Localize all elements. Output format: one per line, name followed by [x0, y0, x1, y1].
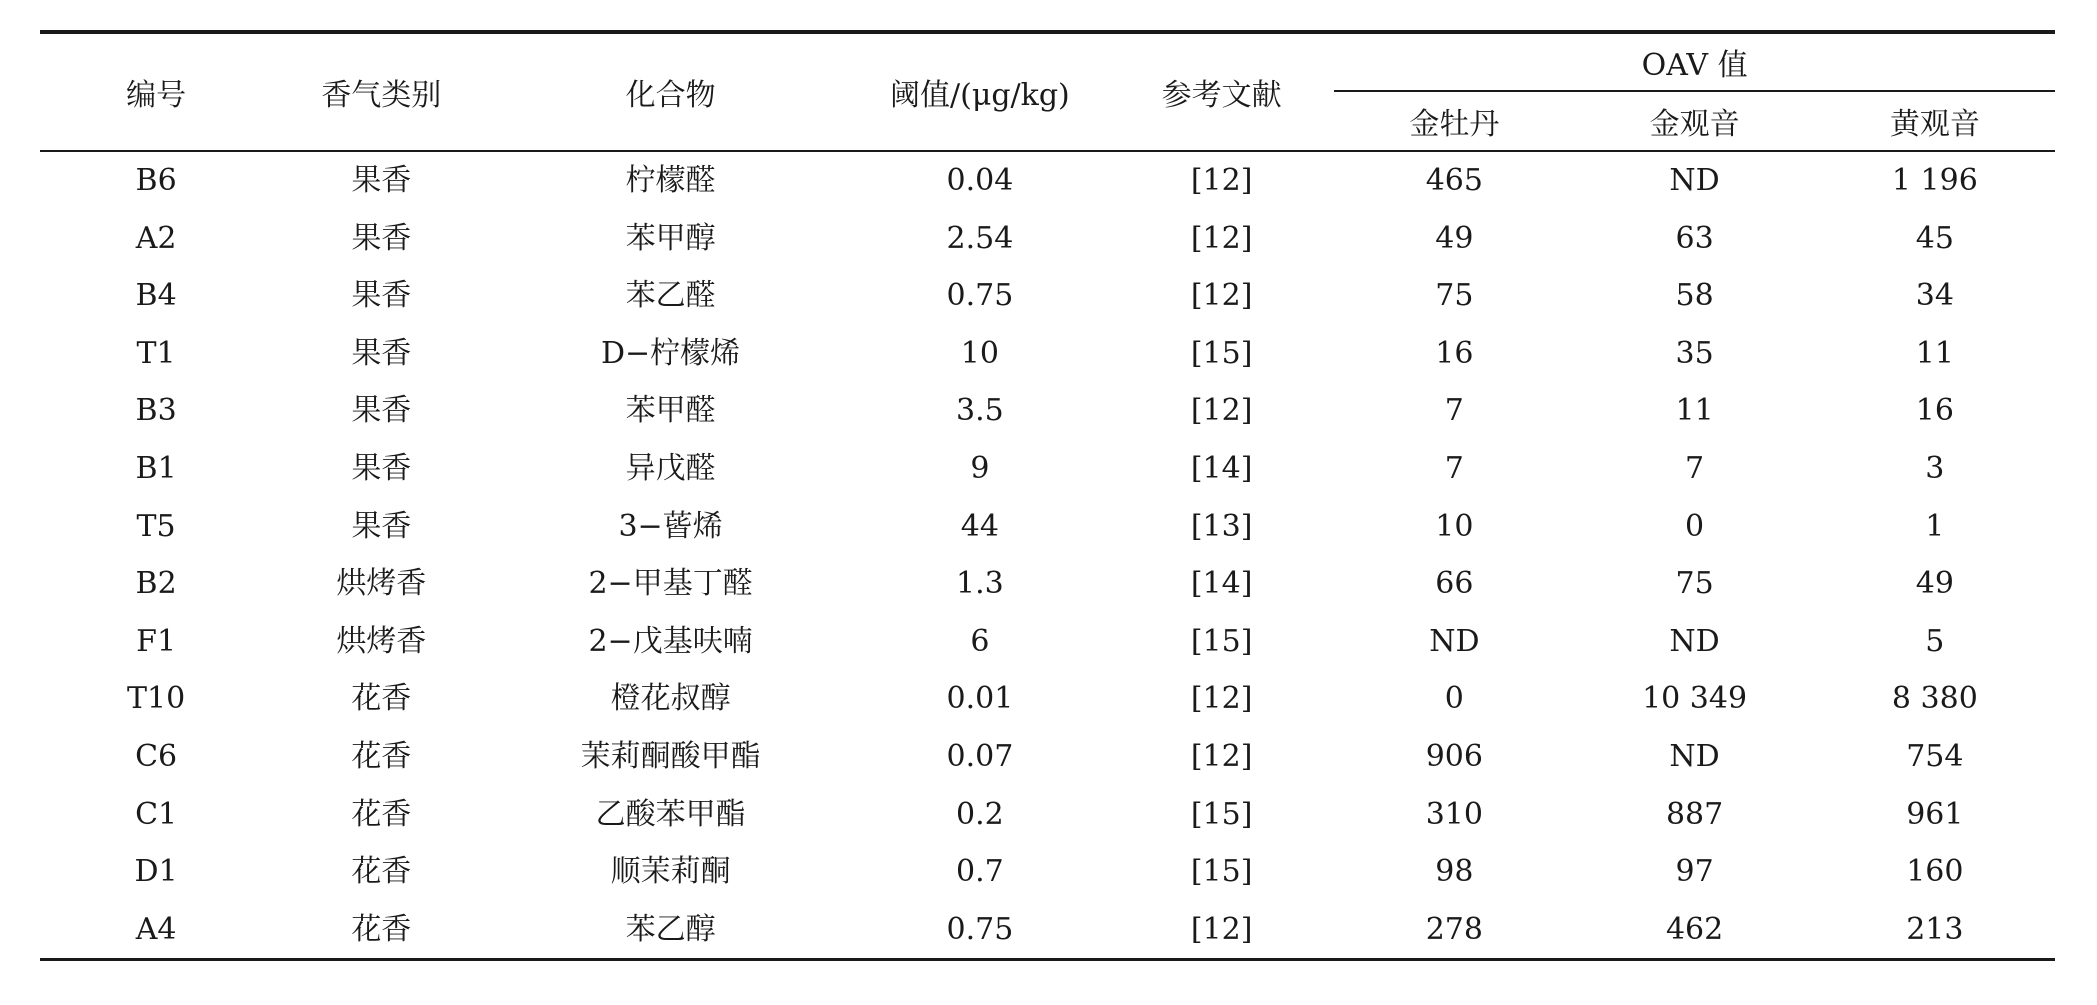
- cell-id: B3: [135, 393, 177, 429]
- cell-threshold: 0.7: [956, 854, 1004, 890]
- cell-oav-jinmudan: 10: [1435, 508, 1474, 544]
- cell-oav-jinmudan: 7: [1444, 393, 1464, 429]
- cell-oav-huangguanyin: 16: [1915, 393, 1954, 429]
- table-body: [40, 151, 2055, 960]
- cell-id: A4: [135, 911, 177, 947]
- cell-oav-jinmudan: 66: [1435, 566, 1474, 602]
- cell-threshold: 0.01: [946, 681, 1014, 717]
- cell-compound: 苯甲醛: [625, 393, 716, 429]
- cell-reference: [12]: [1190, 278, 1253, 314]
- header-compound: 化合物: [625, 78, 716, 113]
- oav-table: [40, 30, 2055, 961]
- cell-reference: [12]: [1190, 393, 1253, 429]
- cell-compound: 3−蒈烯: [618, 508, 723, 544]
- cell-oav-jinguanyin: ND: [1669, 738, 1720, 774]
- cell-oav-huangguanyin: 160: [1906, 854, 1964, 890]
- cell-reference: [12]: [1190, 911, 1253, 947]
- cell-oav-jinmudan: 465: [1425, 163, 1483, 198]
- cell-oav-huangguanyin: 754: [1906, 738, 1964, 774]
- cell-oav-huangguanyin: 8 380: [1891, 681, 1978, 717]
- cell-category: 果香: [351, 163, 412, 198]
- cell-reference: [15]: [1190, 335, 1253, 371]
- cell-oav-jinmudan: 310: [1425, 796, 1483, 832]
- cell-threshold: 0.2: [956, 796, 1004, 832]
- cell-id: B6: [135, 163, 177, 198]
- cell-category: 烘烤香: [336, 566, 427, 602]
- table-row: [40, 210, 2055, 268]
- cell-compound: 茉莉酮酸甲酯: [580, 738, 761, 774]
- cell-oav-huangguanyin: 1: [1925, 508, 1945, 544]
- cell-category: 花香: [351, 796, 412, 832]
- cell-reference: [12]: [1190, 163, 1253, 198]
- cell-oav-jinguanyin: 462: [1665, 911, 1724, 947]
- header-category: 香气类别: [321, 78, 442, 113]
- header-oav-group: OAV 值: [1334, 32, 2055, 91]
- cell-category: 烘烤香: [336, 623, 427, 659]
- table-row: [40, 843, 2055, 901]
- cell-compound: 乙酸苯甲酯: [595, 796, 746, 832]
- cell-reference: [15]: [1190, 854, 1253, 890]
- cell-compound: 苯乙醇: [625, 911, 716, 947]
- cell-category: 花香: [351, 681, 412, 717]
- cell-oav-jinguanyin: 11: [1675, 393, 1714, 429]
- cell-oav-huangguanyin: 3: [1925, 450, 1945, 486]
- table-row: [40, 613, 2055, 671]
- cell-oav-jinmudan: 278: [1425, 911, 1483, 947]
- cell-oav-jinmudan: 0: [1444, 681, 1464, 717]
- cell-reference: [12]: [1190, 738, 1253, 774]
- table-header: [40, 32, 2055, 151]
- cell-reference: [12]: [1190, 681, 1253, 717]
- cell-id: B2: [135, 566, 177, 602]
- cell-reference: [12]: [1190, 220, 1253, 256]
- table-row: [40, 382, 2055, 440]
- cell-threshold: 0.75: [946, 911, 1014, 947]
- cell-oav-huangguanyin: 49: [1915, 566, 1954, 602]
- cell-id: B1: [135, 450, 177, 486]
- cell-oav-huangguanyin: 1 196: [1891, 163, 1978, 198]
- cell-oav-jinguanyin: 75: [1675, 566, 1714, 602]
- cell-oav-huangguanyin: 34: [1915, 278, 1954, 314]
- cell-oav-jinmudan: 7: [1444, 450, 1464, 486]
- cell-compound: 2−甲基丁醛: [588, 566, 753, 602]
- cell-oav-huangguanyin: 11: [1915, 335, 1954, 371]
- cell-compound: 橙花叔醇: [610, 681, 731, 717]
- cell-threshold: 3.5: [956, 393, 1004, 429]
- table-row: [40, 267, 2055, 325]
- cell-reference: [14]: [1190, 566, 1253, 602]
- cell-oav-jinguanyin: 35: [1675, 335, 1714, 371]
- table-row: [40, 786, 2055, 844]
- header-oav-jinguanyin: 金观音: [1649, 107, 1740, 142]
- cell-compound: 异戊醛: [625, 450, 716, 486]
- header-oav-jinmudan: 金牡丹: [1409, 107, 1500, 142]
- cell-oav-jinguanyin: 887: [1665, 796, 1724, 832]
- cell-oav-jinguanyin: 63: [1675, 220, 1714, 256]
- table-row: [40, 555, 2055, 613]
- header-threshold: 阈值/(μg/kg): [890, 78, 1070, 113]
- cell-compound: 2−戊基呋喃: [588, 623, 753, 659]
- table-row: [40, 498, 2055, 556]
- cell-oav-jinmudan: 16: [1435, 335, 1474, 371]
- cell-oav-huangguanyin: 213: [1906, 911, 1964, 947]
- cell-oav-jinmudan: ND: [1429, 623, 1480, 659]
- oav-table-container: [40, 30, 2055, 961]
- cell-compound: 苯甲醇: [625, 220, 716, 256]
- table-row: [40, 670, 2055, 728]
- cell-id: T1: [136, 335, 176, 371]
- cell-threshold: 44: [960, 508, 999, 544]
- cell-oav-huangguanyin: 961: [1906, 796, 1964, 832]
- header-reference: 参考文献: [1161, 78, 1282, 113]
- cell-category: 果香: [351, 335, 412, 371]
- cell-category: 花香: [351, 911, 412, 947]
- cell-oav-jinguanyin: ND: [1669, 623, 1720, 659]
- cell-compound: 苯乙醛: [625, 278, 716, 314]
- cell-oav-jinguanyin: 58: [1675, 278, 1714, 314]
- table-row: [40, 728, 2055, 786]
- cell-id: D1: [134, 854, 178, 890]
- cell-threshold: 10: [960, 335, 999, 371]
- cell-compound: D−柠檬烯: [600, 335, 741, 371]
- table-row: [40, 440, 2055, 498]
- cell-category: 花香: [351, 854, 412, 890]
- cell-threshold: 1.3: [956, 566, 1004, 602]
- table-row: [40, 325, 2055, 383]
- cell-oav-jinguanyin: ND: [1669, 163, 1720, 198]
- cell-reference: [13]: [1190, 508, 1253, 544]
- cell-id: T10: [127, 681, 186, 717]
- cell-oav-jinguanyin: 97: [1675, 854, 1714, 890]
- cell-compound: 柠檬醛: [625, 163, 716, 198]
- cell-category: 果香: [351, 393, 412, 429]
- cell-oav-jinguanyin: 7: [1685, 450, 1705, 486]
- header-oav-huangguanyin: 黄观音: [1889, 107, 1980, 142]
- cell-id: T5: [136, 508, 176, 544]
- cell-oav-jinmudan: 98: [1435, 854, 1474, 890]
- cell-id: B4: [135, 278, 177, 314]
- cell-oav-huangguanyin: 45: [1915, 220, 1954, 256]
- cell-id: C1: [135, 796, 178, 832]
- cell-threshold: 0.75: [946, 278, 1014, 314]
- cell-oav-jinguanyin: 0: [1685, 508, 1705, 544]
- cell-oav-jinmudan: 49: [1435, 220, 1474, 256]
- cell-id: C6: [135, 738, 178, 774]
- table-row: [40, 901, 2055, 960]
- cell-reference: [15]: [1190, 623, 1253, 659]
- cell-threshold: 0.04: [946, 163, 1014, 198]
- cell-oav-jinguanyin: 10 349: [1642, 681, 1748, 717]
- header-id: 编号: [126, 78, 187, 113]
- cell-id: A2: [135, 220, 177, 256]
- cell-category: 果香: [351, 278, 412, 314]
- cell-threshold: 2.54: [946, 220, 1014, 256]
- cell-oav-jinmudan: 75: [1435, 278, 1474, 314]
- cell-reference: [14]: [1190, 450, 1253, 486]
- cell-id: F1: [136, 623, 177, 659]
- cell-threshold: 0.07: [946, 738, 1014, 774]
- cell-category: 果香: [351, 220, 412, 256]
- cell-category: 果香: [351, 508, 412, 544]
- table-row: [40, 151, 2055, 210]
- cell-threshold: 9: [970, 450, 990, 486]
- cell-category: 花香: [351, 738, 412, 774]
- cell-threshold: 6: [970, 623, 990, 659]
- cell-category: 果香: [351, 450, 412, 486]
- cell-compound: 顺茉莉酮: [610, 854, 731, 890]
- cell-oav-jinmudan: 906: [1425, 738, 1483, 774]
- cell-oav-huangguanyin: 5: [1925, 623, 1945, 659]
- cell-reference: [15]: [1190, 796, 1253, 832]
